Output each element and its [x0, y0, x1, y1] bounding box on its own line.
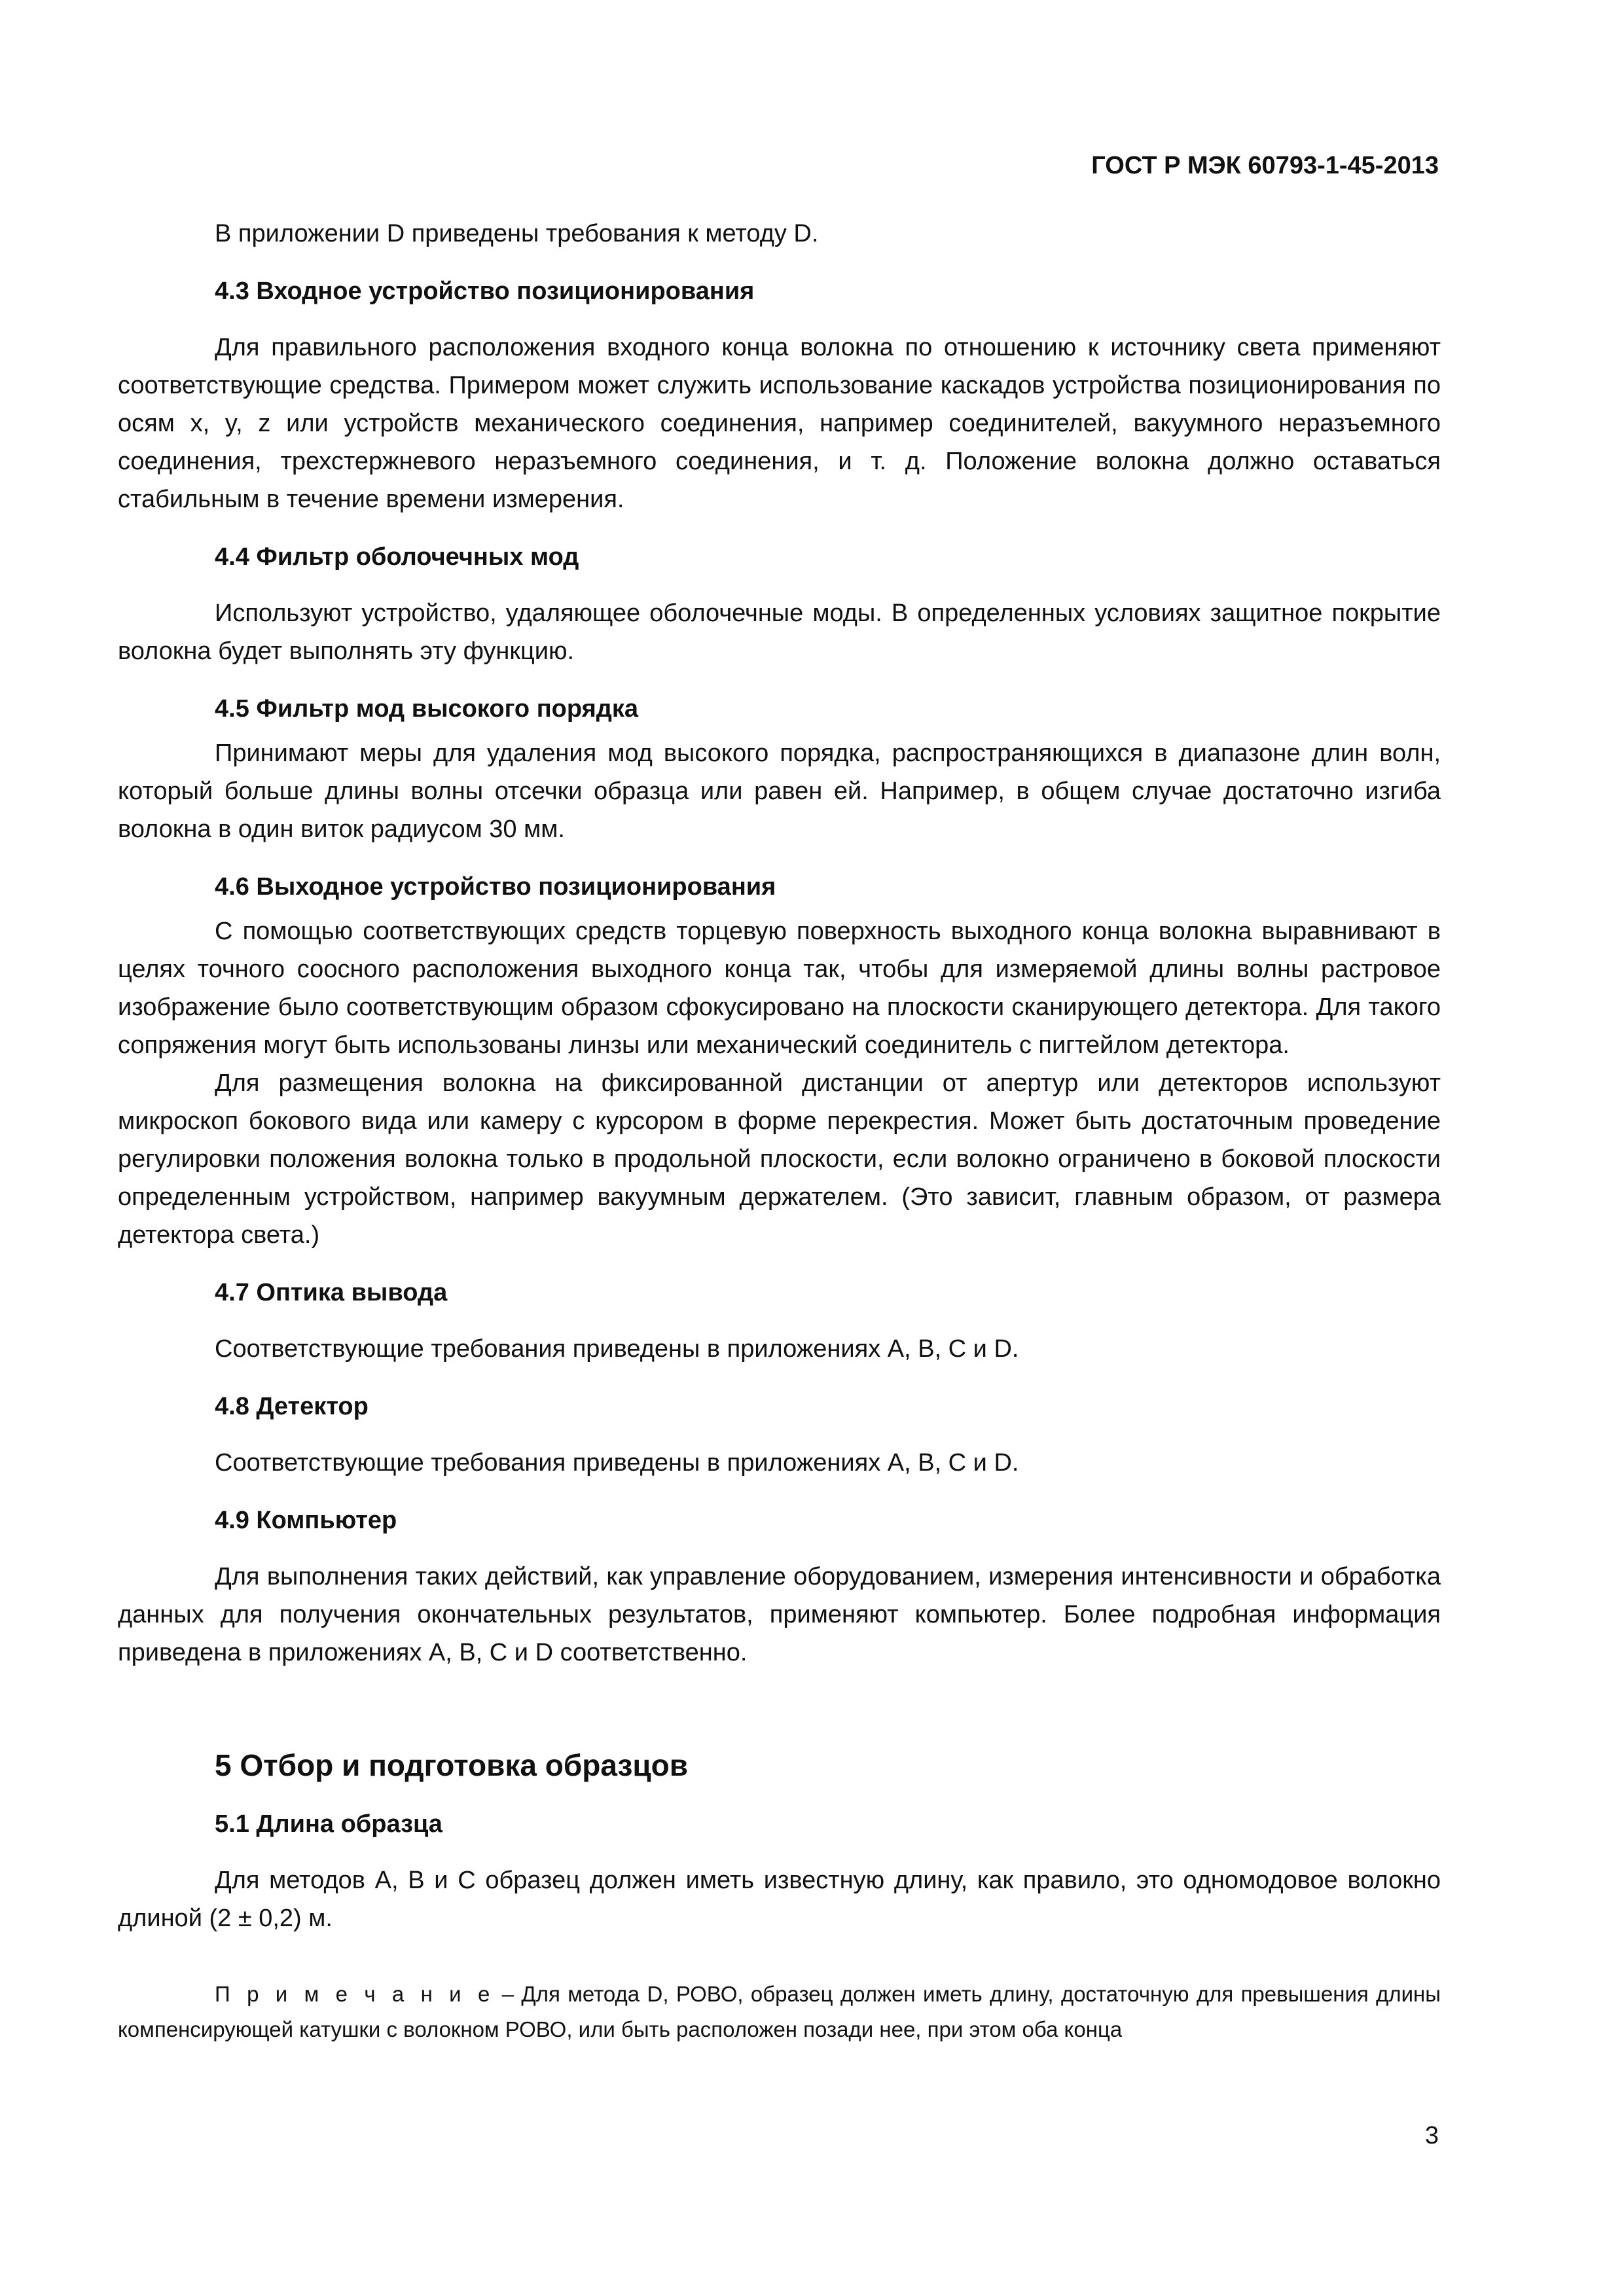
section-4-7-paragraph: Соответствующие требования приведены в приложениях A, B, C и D.	[215, 1335, 1019, 1363]
section-5-1-paragraph: Для методов A, B и C образец должен иметь известную длину, как правило, это одномодовое волокно длиной (2 ± 0,2) м.	[118, 1867, 1441, 1932]
section-4-7-heading: 4.7 Оптика вывода	[215, 1279, 448, 1306]
section-4-4-paragraph: Используют устройство, удаляющее оболочечные моды. В определенных условиях защитное покрытие волокна будет выполнять эту функцию.	[118, 600, 1441, 665]
section-5-heading: 5 Отбор и подготовка образцов	[215, 1748, 689, 1782]
intro-paragraph: В приложении D приведены требования к методу D.	[215, 220, 819, 247]
section-4-6-heading: 4.6 Выходное устройство позиционирования	[215, 873, 776, 901]
section-4-3-paragraph: Для правильного расположения входного конца волокна по отношению к источнику света применяют соответствующие средства. Примером может служить использование каскадов устройства позиционирования по осям x, y, z или устройств механического соединения, например соединителей, вакуумного неразъемного соединения, трехстержневого неразъемного соединения, и т. д. Положение волокна должно оставаться стабильным в течение времени измерения.	[118, 334, 1441, 513]
section-4-5-heading: 4.5 Фильтр мод высокого порядка	[215, 695, 639, 723]
section-4-4-heading: 4.4 Фильтр оболочечных мод	[215, 543, 579, 571]
section-4-9-paragraph: Для выполнения таких действий, как управление оборудованием, измерения интенсивности и обработка данных для получения окончательных результатов, применяют компьютер. Более подробная информация приведена в приложениях A, B, C и D соответственно.	[118, 1563, 1441, 1666]
section-4-8-heading: 4.8 Детектор	[215, 1393, 369, 1420]
section-4-5-paragraph: Принимают меры для удаления мод высокого порядка, распространяющихся в диапазоне длин волн, который больше длины волны отсечки образца или равен ей. Например, в общем случае достаточно изгиба волокна в один виток радиусом 30 мм.	[118, 740, 1441, 843]
note-paragraph	[118, 1977, 1441, 2047]
standard-designation: ГОСТ Р МЭК 60793-1-45-2013	[1091, 152, 1439, 179]
section-4-8-paragraph: Соответствующие требования приведены в приложениях A, B, C и D.	[215, 1449, 1019, 1477]
page-number: 3	[1424, 2122, 1439, 2149]
section-4-3-heading: 4.3 Входное устройство позиционирования	[215, 278, 755, 305]
page-content	[118, 215, 1441, 2047]
section-4-6-paragraph-2: Для размещения волокна на фиксированной дистанции от апертур или детекторов используют микроскоп бокового вида или камеру с курсором в форме перекрестия. Может быть достаточным проведение регулировки положения волокна только в продольной плоскости, если волокно ограничено в боковой плоскости определенным устройством, например вакуумным держателем. (Это зависит, главным образом, от размера детектора света.)	[118, 1069, 1441, 1249]
section-4-6-paragraph-1: С помощью соответствующих средств торцевую поверхность выходного конца волокна выравнивают в целях точного соосного расположения выходного конца так, чтобы для измеряемой длины волны растровое изображение было соответствующим образом сфокусировано на плоскости сканирующего детектора. Для такого сопряжения могут быть использованы линзы или механический соединитель с пигтейлом детектора.	[118, 918, 1441, 1059]
note-text: – Для метода D, РОВО, образец должен иметь длину, достаточную для превышения длины компенсирующей катушки с волокном РОВО, или быть расположен позади нее, при этом оба конца	[118, 1982, 1441, 2041]
section-4-9-heading: 4.9 Компьютер	[215, 1507, 397, 1534]
note-label: П р и м е ч а н и е	[215, 1982, 495, 2006]
section-5-1-heading: 5.1 Длина образца	[215, 1810, 442, 1838]
